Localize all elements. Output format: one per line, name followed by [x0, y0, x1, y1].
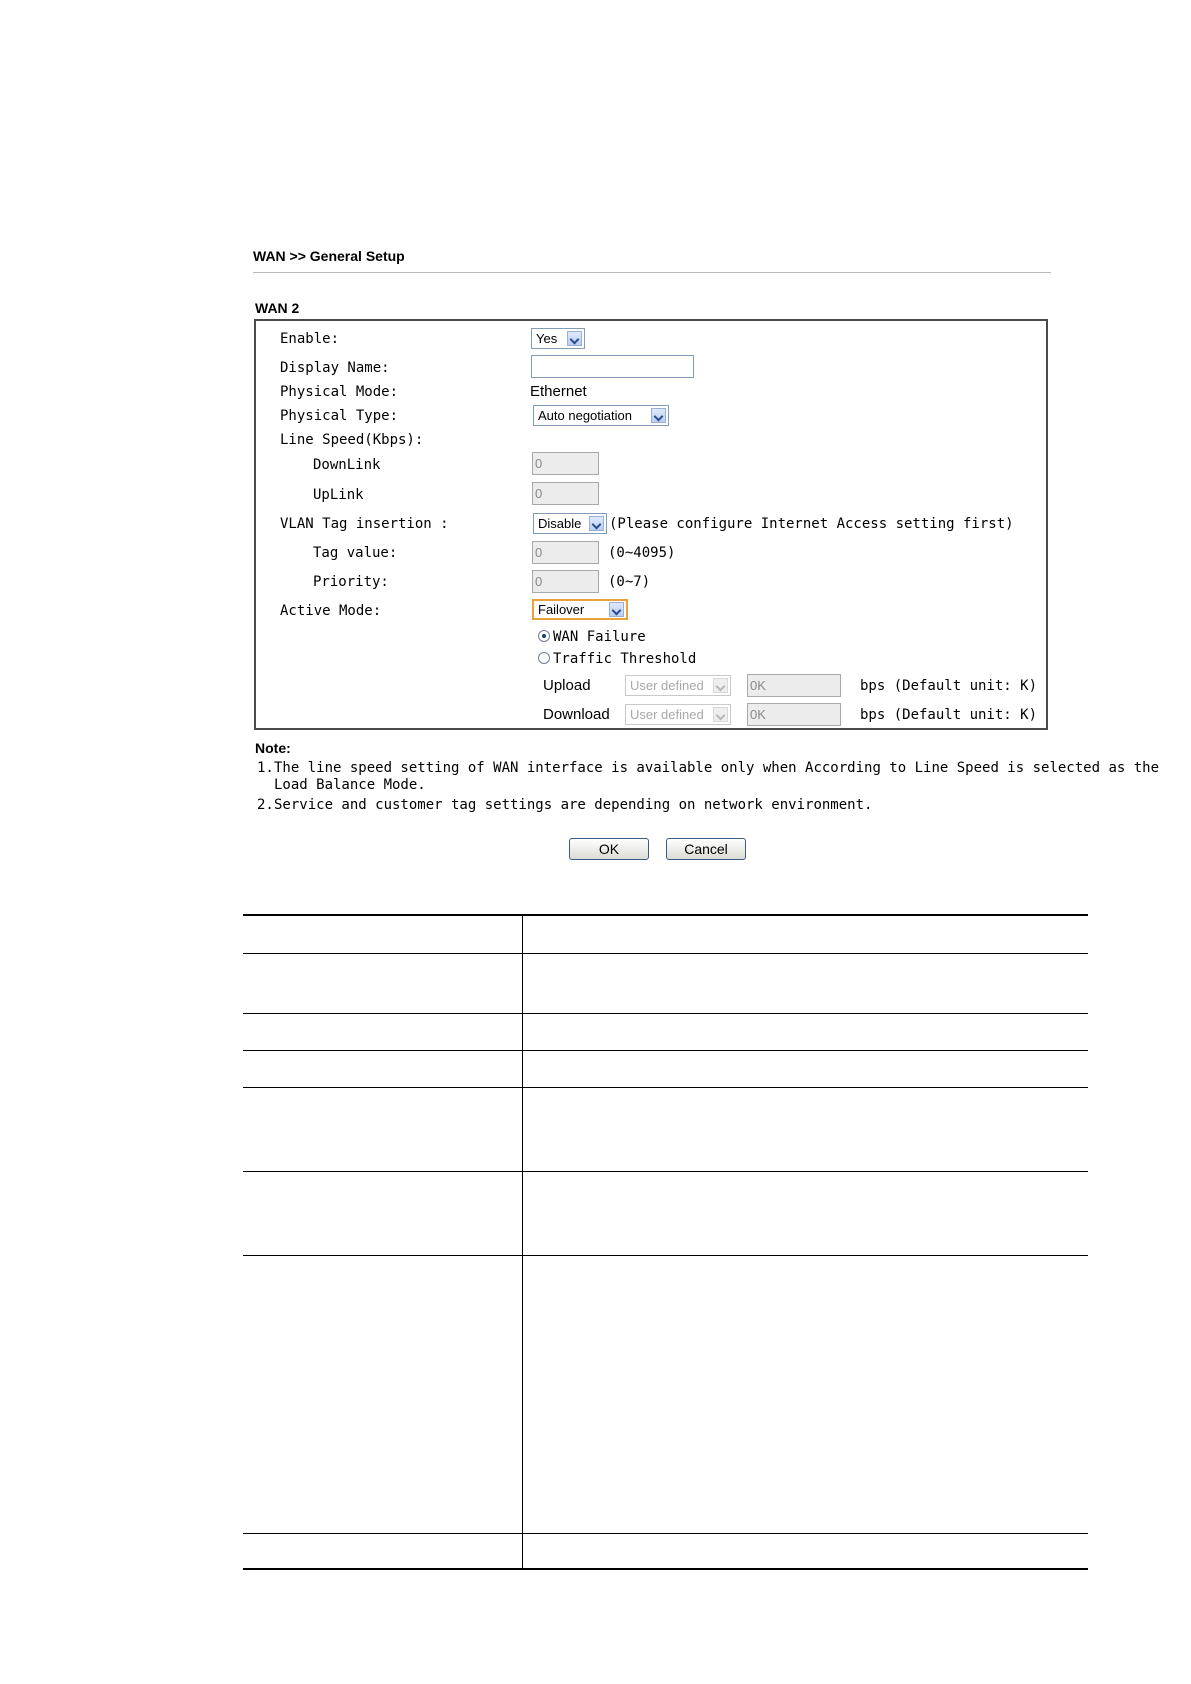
- upload-input[interactable]: [747, 674, 841, 697]
- table-bottom-rule: [243, 1568, 1088, 1570]
- download-input[interactable]: [747, 703, 841, 726]
- table-row-divider: [243, 1087, 1088, 1088]
- chevron-down-icon: [713, 707, 728, 722]
- download-unit-select-value: User defined: [630, 707, 704, 722]
- table-top-rule: [243, 914, 1088, 916]
- chevron-down-icon: [609, 602, 624, 617]
- active-mode-label: Active Mode:: [280, 603, 382, 619]
- note-1-line-2: Load Balance Mode.: [274, 777, 426, 793]
- uplink-label: UpLink: [313, 487, 364, 503]
- line-speed-label: Line Speed(Kbps):: [280, 432, 424, 448]
- physical-mode-label: Physical Mode:: [280, 384, 399, 400]
- chevron-down-icon: [589, 516, 604, 531]
- download-label: Download: [543, 706, 610, 723]
- download-unit-hint: bps (Default unit: K): [860, 707, 1038, 723]
- chevron-down-icon: [713, 678, 728, 693]
- note-2-number: 2.: [257, 797, 274, 813]
- table-row-divider: [243, 1050, 1088, 1051]
- vlan-tag-select[interactable]: [533, 513, 607, 534]
- traffic-threshold-radio[interactable]: [538, 652, 550, 664]
- table-row-divider: [243, 1171, 1088, 1172]
- physical-type-select[interactable]: [533, 405, 669, 426]
- physical-type-label: Physical Type:: [280, 408, 399, 424]
- ok-button[interactable]: OK: [569, 838, 649, 860]
- note-1-number: 1.: [257, 760, 274, 776]
- downlink-input[interactable]: [532, 452, 599, 475]
- downlink-label: DownLink: [313, 457, 381, 473]
- note-1-line-1: The line speed setting of WAN interface is available only when According to Line Speed is selected as the: [274, 760, 1160, 776]
- upload-unit-select-value: User defined: [630, 678, 704, 693]
- table-row-divider: [243, 1013, 1088, 1014]
- active-mode-select[interactable]: [532, 599, 628, 620]
- chevron-down-icon: [651, 408, 666, 423]
- enable-label: Enable:: [280, 331, 340, 347]
- upload-unit-select[interactable]: [625, 675, 731, 696]
- upload-label: Upload: [543, 677, 591, 694]
- tag-value-input[interactable]: [532, 541, 599, 564]
- vlan-tag-label: VLAN Tag insertion :: [280, 516, 449, 532]
- note-title: Note:: [255, 740, 291, 756]
- vlan-hint: (Please configure Internet Access setting first): [609, 516, 1014, 532]
- enable-select-value: Yes: [536, 331, 558, 346]
- display-name-label: Display Name:: [280, 360, 390, 376]
- traffic-threshold-label: Traffic Threshold: [553, 651, 697, 667]
- upload-unit-hint: bps (Default unit: K): [860, 678, 1038, 694]
- wan-failure-label: WAN Failure: [553, 629, 646, 645]
- physical-mode-value: Ethernet: [530, 383, 587, 400]
- title-divider: [253, 272, 1051, 273]
- download-unit-select[interactable]: [625, 704, 731, 725]
- priority-range: (0~7): [608, 574, 651, 590]
- priority-input[interactable]: [532, 570, 599, 593]
- physical-type-select-value: Auto negotiation: [538, 408, 632, 423]
- chevron-down-icon: [567, 331, 582, 346]
- display-name-input[interactable]: [531, 355, 694, 378]
- table-row-divider: [243, 953, 1088, 954]
- wan-failure-radio[interactable]: [538, 630, 550, 642]
- tag-value-range: (0~4095): [608, 545, 676, 561]
- priority-label: Priority:: [313, 574, 389, 590]
- page-title: WAN >> General Setup: [253, 248, 405, 264]
- table-row-divider: [243, 1255, 1088, 1256]
- active-mode-select-value: Failover: [538, 602, 585, 617]
- enable-select[interactable]: [531, 328, 585, 349]
- tag-value-label: Tag value:: [313, 545, 398, 561]
- section-title: WAN 2: [255, 300, 300, 316]
- note-2-text: Service and customer tag settings are depending on network environment.: [274, 797, 873, 813]
- cancel-button[interactable]: Cancel: [666, 838, 746, 860]
- vlan-tag-select-value: Disable: [538, 516, 582, 531]
- table-row-divider: [243, 1533, 1088, 1534]
- uplink-input[interactable]: [532, 482, 599, 505]
